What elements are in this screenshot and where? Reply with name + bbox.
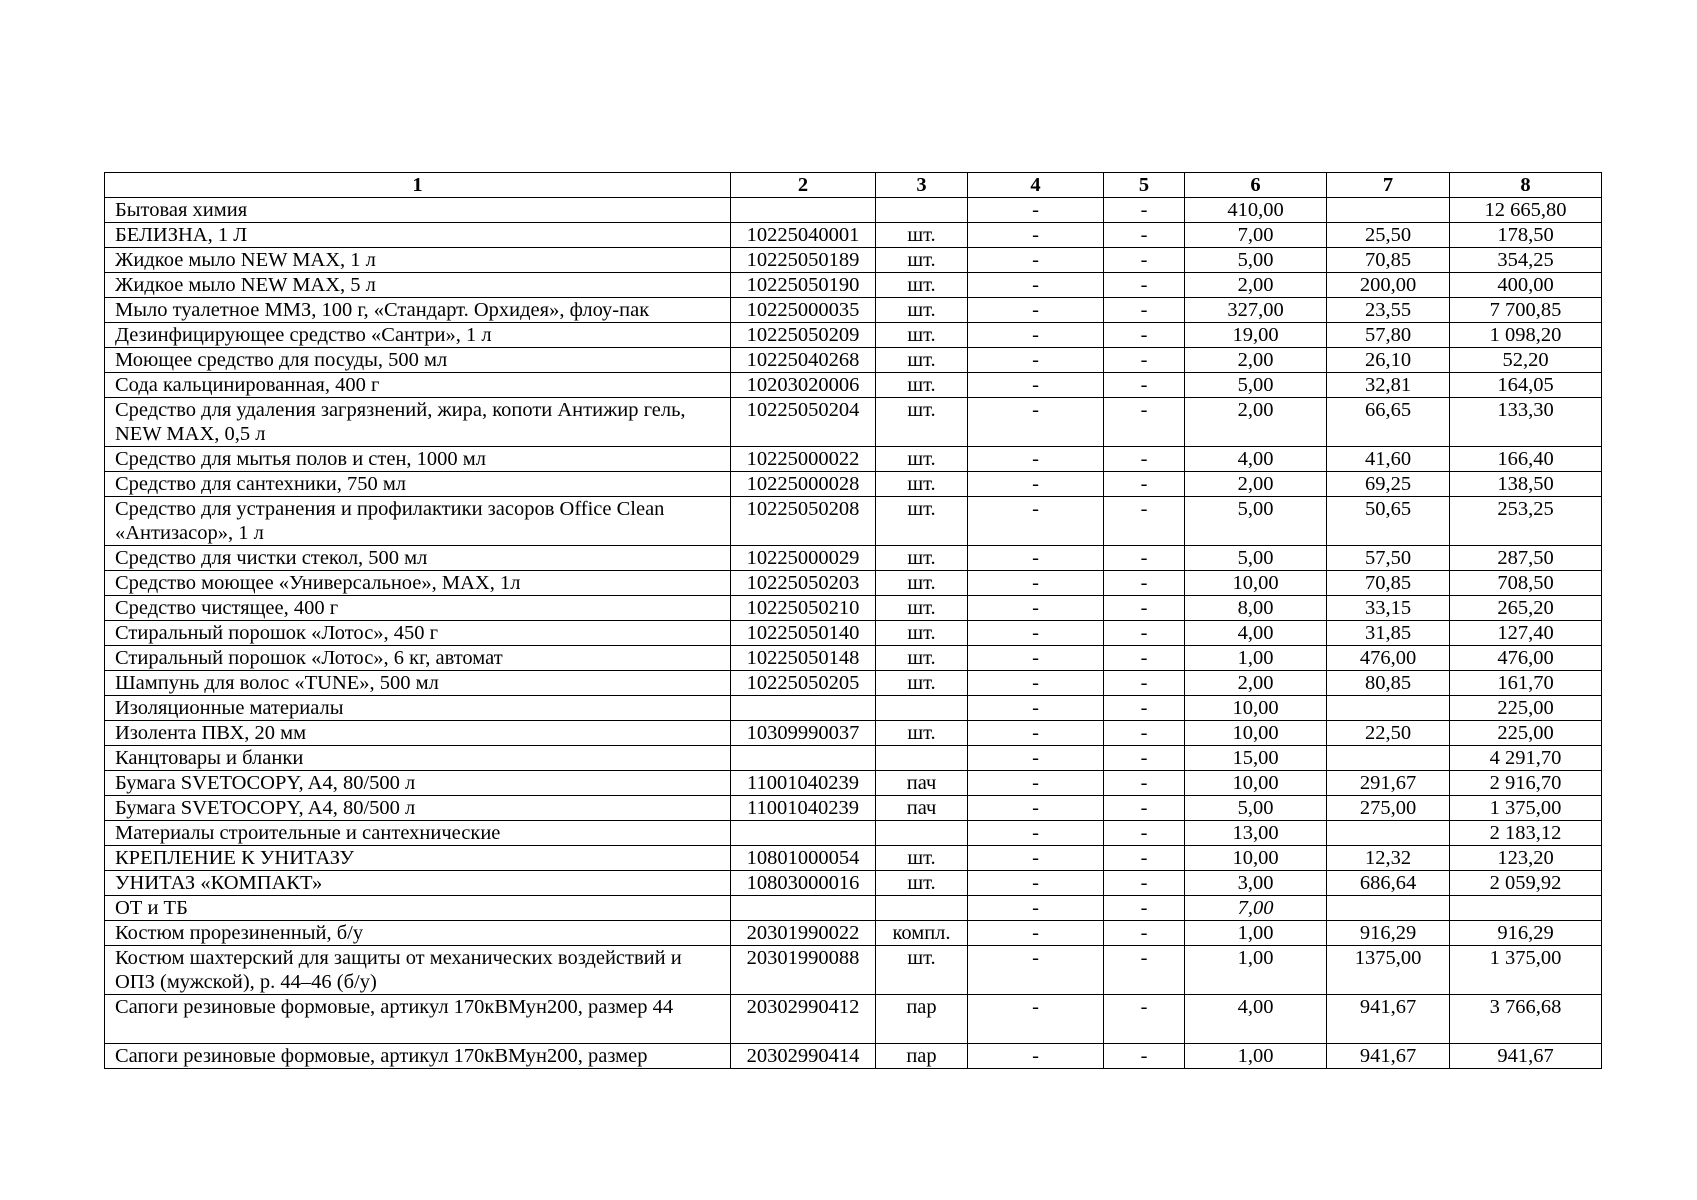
item-price-cell: 916,29 — [1327, 921, 1450, 946]
column-5-cell: - — [1104, 771, 1185, 796]
item-price-cell: 12,32 — [1327, 846, 1450, 871]
column-5-cell: - — [1104, 472, 1185, 497]
column-header: 8 — [1450, 173, 1602, 198]
column-4-cell: - — [968, 398, 1104, 447]
items-table — [104, 172, 1602, 1069]
item-sum-cell: 265,20 — [1450, 596, 1602, 621]
item-code-cell: 10803000016 — [731, 871, 876, 896]
item-quantity-cell: 15,00 — [1185, 746, 1327, 771]
item-code-cell: 10225000022 — [731, 447, 876, 472]
item-unit-cell: шт. — [876, 721, 968, 746]
item-price-cell: 33,15 — [1327, 596, 1450, 621]
item-name-cell: Средство для устранения и профилактики засоров Office Clean «Антизасор», 1 л — [105, 497, 731, 546]
item-price-cell — [1327, 821, 1450, 846]
item-quantity-cell: 410,00 — [1185, 198, 1327, 223]
item-unit-cell: шт. — [876, 596, 968, 621]
item-quantity-cell: 2,00 — [1185, 348, 1327, 373]
column-4-cell: - — [968, 846, 1104, 871]
header-row — [105, 173, 1602, 198]
item-name-cell: Материалы строительные и сантехнические — [105, 821, 731, 846]
item-price-cell: 22,50 — [1327, 721, 1450, 746]
item-unit-cell: шт. — [876, 946, 968, 995]
column-5-cell: - — [1104, 871, 1185, 896]
item-unit-cell: шт. — [876, 447, 968, 472]
table-row — [105, 298, 1602, 323]
item-code-cell — [731, 896, 876, 921]
column-5-cell: - — [1104, 946, 1185, 995]
column-header: 6 — [1185, 173, 1327, 198]
item-sum-cell: 138,50 — [1450, 472, 1602, 497]
item-price-cell: 31,85 — [1327, 621, 1450, 646]
item-sum-cell: 164,05 — [1450, 373, 1602, 398]
item-sum-cell: 133,30 — [1450, 398, 1602, 447]
item-code-cell: 10225050208 — [731, 497, 876, 546]
table-row — [105, 746, 1602, 771]
item-price-cell: 275,00 — [1327, 796, 1450, 821]
table-row — [105, 546, 1602, 571]
item-code-cell: 10225000028 — [731, 472, 876, 497]
item-sum-cell: 476,00 — [1450, 646, 1602, 671]
item-name-cell: Сапоги резиновые формовые, артикул 170кВМун200, размер 44 — [105, 995, 731, 1044]
item-quantity-cell: 5,00 — [1185, 497, 1327, 546]
column-5-cell: - — [1104, 821, 1185, 846]
item-quantity-cell: 10,00 — [1185, 846, 1327, 871]
item-sum-cell: 2 183,12 — [1450, 821, 1602, 846]
item-sum-cell: 2 916,70 — [1450, 771, 1602, 796]
column-5-cell: - — [1104, 571, 1185, 596]
item-quantity-cell: 2,00 — [1185, 273, 1327, 298]
table-row — [105, 671, 1602, 696]
item-unit-cell: шт. — [876, 871, 968, 896]
column-4-cell: - — [968, 771, 1104, 796]
item-quantity-cell: 5,00 — [1185, 546, 1327, 571]
column-5-cell: - — [1104, 373, 1185, 398]
item-name-cell: Бытовая химия — [105, 198, 731, 223]
document-page — [104, 172, 1601, 1069]
table-row — [105, 571, 1602, 596]
item-quantity-cell: 2,00 — [1185, 398, 1327, 447]
item-quantity-cell: 10,00 — [1185, 696, 1327, 721]
item-sum-cell: 3 766,68 — [1450, 995, 1602, 1044]
item-quantity-cell: 5,00 — [1185, 796, 1327, 821]
table-row — [105, 348, 1602, 373]
item-code-cell: 10225050209 — [731, 323, 876, 348]
item-sum-cell: 253,25 — [1450, 497, 1602, 546]
table-row — [105, 248, 1602, 273]
item-price-cell: 57,80 — [1327, 323, 1450, 348]
item-unit-cell: компл. — [876, 921, 968, 946]
item-price-cell: 66,65 — [1327, 398, 1450, 447]
item-name-cell: Средство для сантехники, 750 мл — [105, 472, 731, 497]
item-code-cell: 10225050205 — [731, 671, 876, 696]
item-code-cell — [731, 696, 876, 721]
item-sum-cell: 161,70 — [1450, 671, 1602, 696]
item-price-cell: 291,67 — [1327, 771, 1450, 796]
column-4-cell: - — [968, 546, 1104, 571]
item-sum-cell: 12 665,80 — [1450, 198, 1602, 223]
item-price-cell: 41,60 — [1327, 447, 1450, 472]
column-5-cell: - — [1104, 223, 1185, 248]
column-5-cell: - — [1104, 621, 1185, 646]
item-name-cell: Бумага SVETOCOPY, A4, 80/500 л — [105, 771, 731, 796]
column-header: 1 — [105, 173, 731, 198]
item-quantity-cell: 1,00 — [1185, 946, 1327, 995]
item-quantity-cell: 5,00 — [1185, 248, 1327, 273]
column-4-cell: - — [968, 696, 1104, 721]
column-4-cell: - — [968, 871, 1104, 896]
item-code-cell: 10225000035 — [731, 298, 876, 323]
item-quantity-cell: 10,00 — [1185, 771, 1327, 796]
item-sum-cell: 400,00 — [1450, 273, 1602, 298]
item-unit-cell: шт. — [876, 621, 968, 646]
item-quantity-cell: 19,00 — [1185, 323, 1327, 348]
column-5-cell: - — [1104, 348, 1185, 373]
column-header: 3 — [876, 173, 968, 198]
item-unit-cell: шт. — [876, 671, 968, 696]
item-price-cell: 70,85 — [1327, 248, 1450, 273]
table-row — [105, 323, 1602, 348]
item-sum-cell: 287,50 — [1450, 546, 1602, 571]
column-header: 5 — [1104, 173, 1185, 198]
item-sum-cell: 127,40 — [1450, 621, 1602, 646]
item-unit-cell: шт. — [876, 323, 968, 348]
item-quantity-cell: 10,00 — [1185, 571, 1327, 596]
item-quantity-cell: 1,00 — [1185, 921, 1327, 946]
item-unit-cell: шт. — [876, 398, 968, 447]
item-price-cell: 200,00 — [1327, 273, 1450, 298]
item-sum-cell: 916,29 — [1450, 921, 1602, 946]
table-row — [105, 796, 1602, 821]
table-row — [105, 398, 1602, 447]
item-name-cell: Средство для чистки стекол, 500 мл — [105, 546, 731, 571]
item-sum-cell — [1450, 896, 1602, 921]
item-name-cell: Средство для мытья полов и стен, 1000 мл — [105, 447, 731, 472]
table-row — [105, 846, 1602, 871]
column-5-cell: - — [1104, 546, 1185, 571]
column-5-cell: - — [1104, 198, 1185, 223]
item-sum-cell: 166,40 — [1450, 447, 1602, 472]
item-quantity-cell: 8,00 — [1185, 596, 1327, 621]
item-name-cell: Средство для удаления загрязнений, жира, копоти Антижир гель, NEW MAX, 0,5 л — [105, 398, 731, 447]
item-quantity-cell: 327,00 — [1185, 298, 1327, 323]
item-price-cell — [1327, 198, 1450, 223]
item-unit-cell: шт. — [876, 373, 968, 398]
column-4-cell: - — [968, 248, 1104, 273]
item-price-cell: 476,00 — [1327, 646, 1450, 671]
column-5-cell: - — [1104, 896, 1185, 921]
column-4-cell: - — [968, 348, 1104, 373]
column-5-cell: - — [1104, 398, 1185, 447]
table-row — [105, 621, 1602, 646]
item-name-cell: Сода кальцинированная, 400 г — [105, 373, 731, 398]
column-4-cell: - — [968, 472, 1104, 497]
column-4-cell: - — [968, 273, 1104, 298]
column-5-cell: - — [1104, 921, 1185, 946]
item-unit-cell: шт. — [876, 223, 968, 248]
item-name-cell: Шампунь для волос «TUNE», 500 мл — [105, 671, 731, 696]
table-row — [105, 646, 1602, 671]
item-name-cell: Моющее средство для посуды, 500 мл — [105, 348, 731, 373]
item-unit-cell: шт. — [876, 646, 968, 671]
item-code-cell: 10225050189 — [731, 248, 876, 273]
item-unit-cell: шт. — [876, 497, 968, 546]
column-4-cell: - — [968, 646, 1104, 671]
item-sum-cell: 2 059,92 — [1450, 871, 1602, 896]
column-5-cell: - — [1104, 596, 1185, 621]
table-row — [105, 273, 1602, 298]
item-sum-cell: 225,00 — [1450, 721, 1602, 746]
item-unit-cell — [876, 198, 968, 223]
table-row — [105, 696, 1602, 721]
column-5-cell: - — [1104, 273, 1185, 298]
item-quantity-cell: 7,00 — [1185, 223, 1327, 248]
item-price-cell: 23,55 — [1327, 298, 1450, 323]
item-code-cell — [731, 746, 876, 771]
column-5-cell: - — [1104, 646, 1185, 671]
table-row — [105, 946, 1602, 995]
item-code-cell: 11001040239 — [731, 771, 876, 796]
item-code-cell: 10225040001 — [731, 223, 876, 248]
item-price-cell — [1327, 896, 1450, 921]
column-4-cell: - — [968, 323, 1104, 348]
item-unit-cell — [876, 821, 968, 846]
item-quantity-cell: 10,00 — [1185, 721, 1327, 746]
item-code-cell: 20301990022 — [731, 921, 876, 946]
table-row — [105, 497, 1602, 546]
item-unit-cell: пач — [876, 796, 968, 821]
item-price-cell: 70,85 — [1327, 571, 1450, 596]
column-4-cell: - — [968, 596, 1104, 621]
item-name-cell: Костюм шахтерский для защиты от механических воздействий и ОПЗ (мужской), р. 44–46 (б/у) — [105, 946, 731, 995]
item-code-cell: 10225050190 — [731, 273, 876, 298]
column-5-cell: - — [1104, 248, 1185, 273]
item-sum-cell: 178,50 — [1450, 223, 1602, 248]
item-quantity-cell: 4,00 — [1185, 447, 1327, 472]
table-row — [105, 472, 1602, 497]
item-price-cell: 69,25 — [1327, 472, 1450, 497]
column-4-cell: - — [968, 721, 1104, 746]
item-name-cell: Средство чистящее, 400 г — [105, 596, 731, 621]
item-name-cell: УНИТАЗ «КОМПАКТ» — [105, 871, 731, 896]
item-quantity-cell: 13,00 — [1185, 821, 1327, 846]
column-5-cell: - — [1104, 746, 1185, 771]
item-sum-cell: 7 700,85 — [1450, 298, 1602, 323]
item-code-cell: 10225050204 — [731, 398, 876, 447]
item-name-cell: Изолента ПВХ, 20 мм — [105, 721, 731, 746]
item-sum-cell: 123,20 — [1450, 846, 1602, 871]
item-name-cell: Стиральный порошок «Лотос», 450 г — [105, 621, 731, 646]
item-quantity-cell: 3,00 — [1185, 871, 1327, 896]
column-4-cell: - — [968, 621, 1104, 646]
item-code-cell: 11001040239 — [731, 796, 876, 821]
item-unit-cell: шт. — [876, 472, 968, 497]
column-5-cell: - — [1104, 995, 1185, 1044]
item-price-cell: 686,64 — [1327, 871, 1450, 896]
item-unit-cell: шт. — [876, 273, 968, 298]
column-4-cell: - — [968, 671, 1104, 696]
column-4-cell: - — [968, 821, 1104, 846]
item-quantity-cell: 1,00 — [1185, 1044, 1327, 1069]
table-row — [105, 896, 1602, 921]
item-price-cell: 32,81 — [1327, 373, 1450, 398]
item-name-cell: Мыло туалетное ММЗ, 100 г, «Стандарт. Орхидея», флоу-пак — [105, 298, 731, 323]
item-price-cell: 1375,00 — [1327, 946, 1450, 995]
item-price-cell — [1327, 746, 1450, 771]
item-name-cell: Костюм прорезиненный, б/у — [105, 921, 731, 946]
item-price-cell: 941,67 — [1327, 1044, 1450, 1069]
column-4-cell: - — [968, 1044, 1104, 1069]
item-unit-cell: шт. — [876, 846, 968, 871]
table-row — [105, 821, 1602, 846]
item-code-cell — [731, 821, 876, 846]
item-quantity-cell: 4,00 — [1185, 995, 1327, 1044]
item-unit-cell: шт. — [876, 348, 968, 373]
column-5-cell: - — [1104, 497, 1185, 546]
column-4-cell: - — [968, 896, 1104, 921]
column-4-cell: - — [968, 223, 1104, 248]
column-4-cell: - — [968, 198, 1104, 223]
column-5-cell: - — [1104, 323, 1185, 348]
item-code-cell: 10225050203 — [731, 571, 876, 596]
column-header: 7 — [1327, 173, 1450, 198]
item-price-cell: 80,85 — [1327, 671, 1450, 696]
column-4-cell: - — [968, 571, 1104, 596]
item-sum-cell: 354,25 — [1450, 248, 1602, 273]
item-unit-cell: пач — [876, 771, 968, 796]
item-name-cell: Жидкое мыло NEW MAX, 5 л — [105, 273, 731, 298]
table-row — [105, 596, 1602, 621]
column-5-cell: - — [1104, 846, 1185, 871]
item-price-cell: 50,65 — [1327, 497, 1450, 546]
table-row — [105, 721, 1602, 746]
item-price-cell: 26,10 — [1327, 348, 1450, 373]
item-name-cell: Средство моющее «Универсальное», MAX, 1л — [105, 571, 731, 596]
column-header: 2 — [731, 173, 876, 198]
column-5-cell: - — [1104, 671, 1185, 696]
table-row — [105, 373, 1602, 398]
table-row — [105, 921, 1602, 946]
item-price-cell: 57,50 — [1327, 546, 1450, 571]
column-4-cell: - — [968, 746, 1104, 771]
item-price-cell: 941,67 — [1327, 995, 1450, 1044]
item-sum-cell: 1 098,20 — [1450, 323, 1602, 348]
item-code-cell: 20302990414 — [731, 1044, 876, 1069]
column-5-cell: - — [1104, 298, 1185, 323]
column-4-cell: - — [968, 298, 1104, 323]
item-unit-cell: шт. — [876, 546, 968, 571]
item-unit-cell: шт. — [876, 248, 968, 273]
item-code-cell: 10225050140 — [731, 621, 876, 646]
item-sum-cell: 4 291,70 — [1450, 746, 1602, 771]
item-code-cell: 10225000029 — [731, 546, 876, 571]
item-code-cell: 10203020006 — [731, 373, 876, 398]
item-price-cell — [1327, 696, 1450, 721]
item-name-cell: Жидкое мыло NEW MAX, 1 л — [105, 248, 731, 273]
item-code-cell: 10801000054 — [731, 846, 876, 871]
column-5-cell: - — [1104, 1044, 1185, 1069]
column-4-cell: - — [968, 373, 1104, 398]
column-5-cell: - — [1104, 796, 1185, 821]
item-unit-cell: пар — [876, 1044, 968, 1069]
table-row — [105, 995, 1602, 1044]
column-4-cell: - — [968, 995, 1104, 1044]
item-quantity-cell: 4,00 — [1185, 621, 1327, 646]
item-quantity-cell: 7,00 — [1185, 896, 1327, 921]
item-name-cell: Бумага SVETOCOPY, A4, 80/500 л — [105, 796, 731, 821]
table-row — [105, 198, 1602, 223]
item-code-cell: 20301990088 — [731, 946, 876, 995]
item-unit-cell: шт. — [876, 298, 968, 323]
item-code-cell: 10225050210 — [731, 596, 876, 621]
table-row — [105, 771, 1602, 796]
item-sum-cell: 225,00 — [1450, 696, 1602, 721]
item-unit-cell — [876, 746, 968, 771]
item-unit-cell: шт. — [876, 571, 968, 596]
column-4-cell: - — [968, 921, 1104, 946]
table-row — [105, 1044, 1602, 1069]
item-quantity-cell: 2,00 — [1185, 472, 1327, 497]
item-code-cell: 10225050148 — [731, 646, 876, 671]
column-header: 4 — [968, 173, 1104, 198]
item-code-cell: 10309990037 — [731, 721, 876, 746]
column-4-cell: - — [968, 946, 1104, 995]
column-5-cell: - — [1104, 696, 1185, 721]
item-name-cell: КРЕПЛЕНИЕ К УНИТАЗУ — [105, 846, 731, 871]
item-unit-cell: пар — [876, 995, 968, 1044]
item-sum-cell: 1 375,00 — [1450, 796, 1602, 821]
column-4-cell: - — [968, 796, 1104, 821]
item-sum-cell: 941,67 — [1450, 1044, 1602, 1069]
table-row — [105, 447, 1602, 472]
table-row — [105, 223, 1602, 248]
item-sum-cell: 1 375,00 — [1450, 946, 1602, 995]
item-code-cell: 10225040268 — [731, 348, 876, 373]
item-sum-cell: 52,20 — [1450, 348, 1602, 373]
item-name-cell: Дезинфицирующее средство «Сантри», 1 л — [105, 323, 731, 348]
column-4-cell: - — [968, 497, 1104, 546]
item-name-cell: Изоляционные материалы — [105, 696, 731, 721]
item-code-cell — [731, 198, 876, 223]
item-name-cell: Канцтовары и бланки — [105, 746, 731, 771]
item-unit-cell — [876, 696, 968, 721]
item-name-cell: Сапоги резиновые формовые, артикул 170кВМун200, размер — [105, 1044, 731, 1069]
item-name-cell: Стиральный порошок «Лотос», 6 кг, автомат — [105, 646, 731, 671]
item-name-cell: БЕЛИЗНА, 1 Л — [105, 223, 731, 248]
column-4-cell: - — [968, 447, 1104, 472]
table-row — [105, 871, 1602, 896]
item-code-cell: 20302990412 — [731, 995, 876, 1044]
column-5-cell: - — [1104, 721, 1185, 746]
item-sum-cell: 708,50 — [1450, 571, 1602, 596]
item-unit-cell — [876, 896, 968, 921]
item-price-cell: 25,50 — [1327, 223, 1450, 248]
item-quantity-cell: 5,00 — [1185, 373, 1327, 398]
item-name-cell: ОТ и ТБ — [105, 896, 731, 921]
column-5-cell: - — [1104, 447, 1185, 472]
item-quantity-cell: 1,00 — [1185, 646, 1327, 671]
item-quantity-cell: 2,00 — [1185, 671, 1327, 696]
